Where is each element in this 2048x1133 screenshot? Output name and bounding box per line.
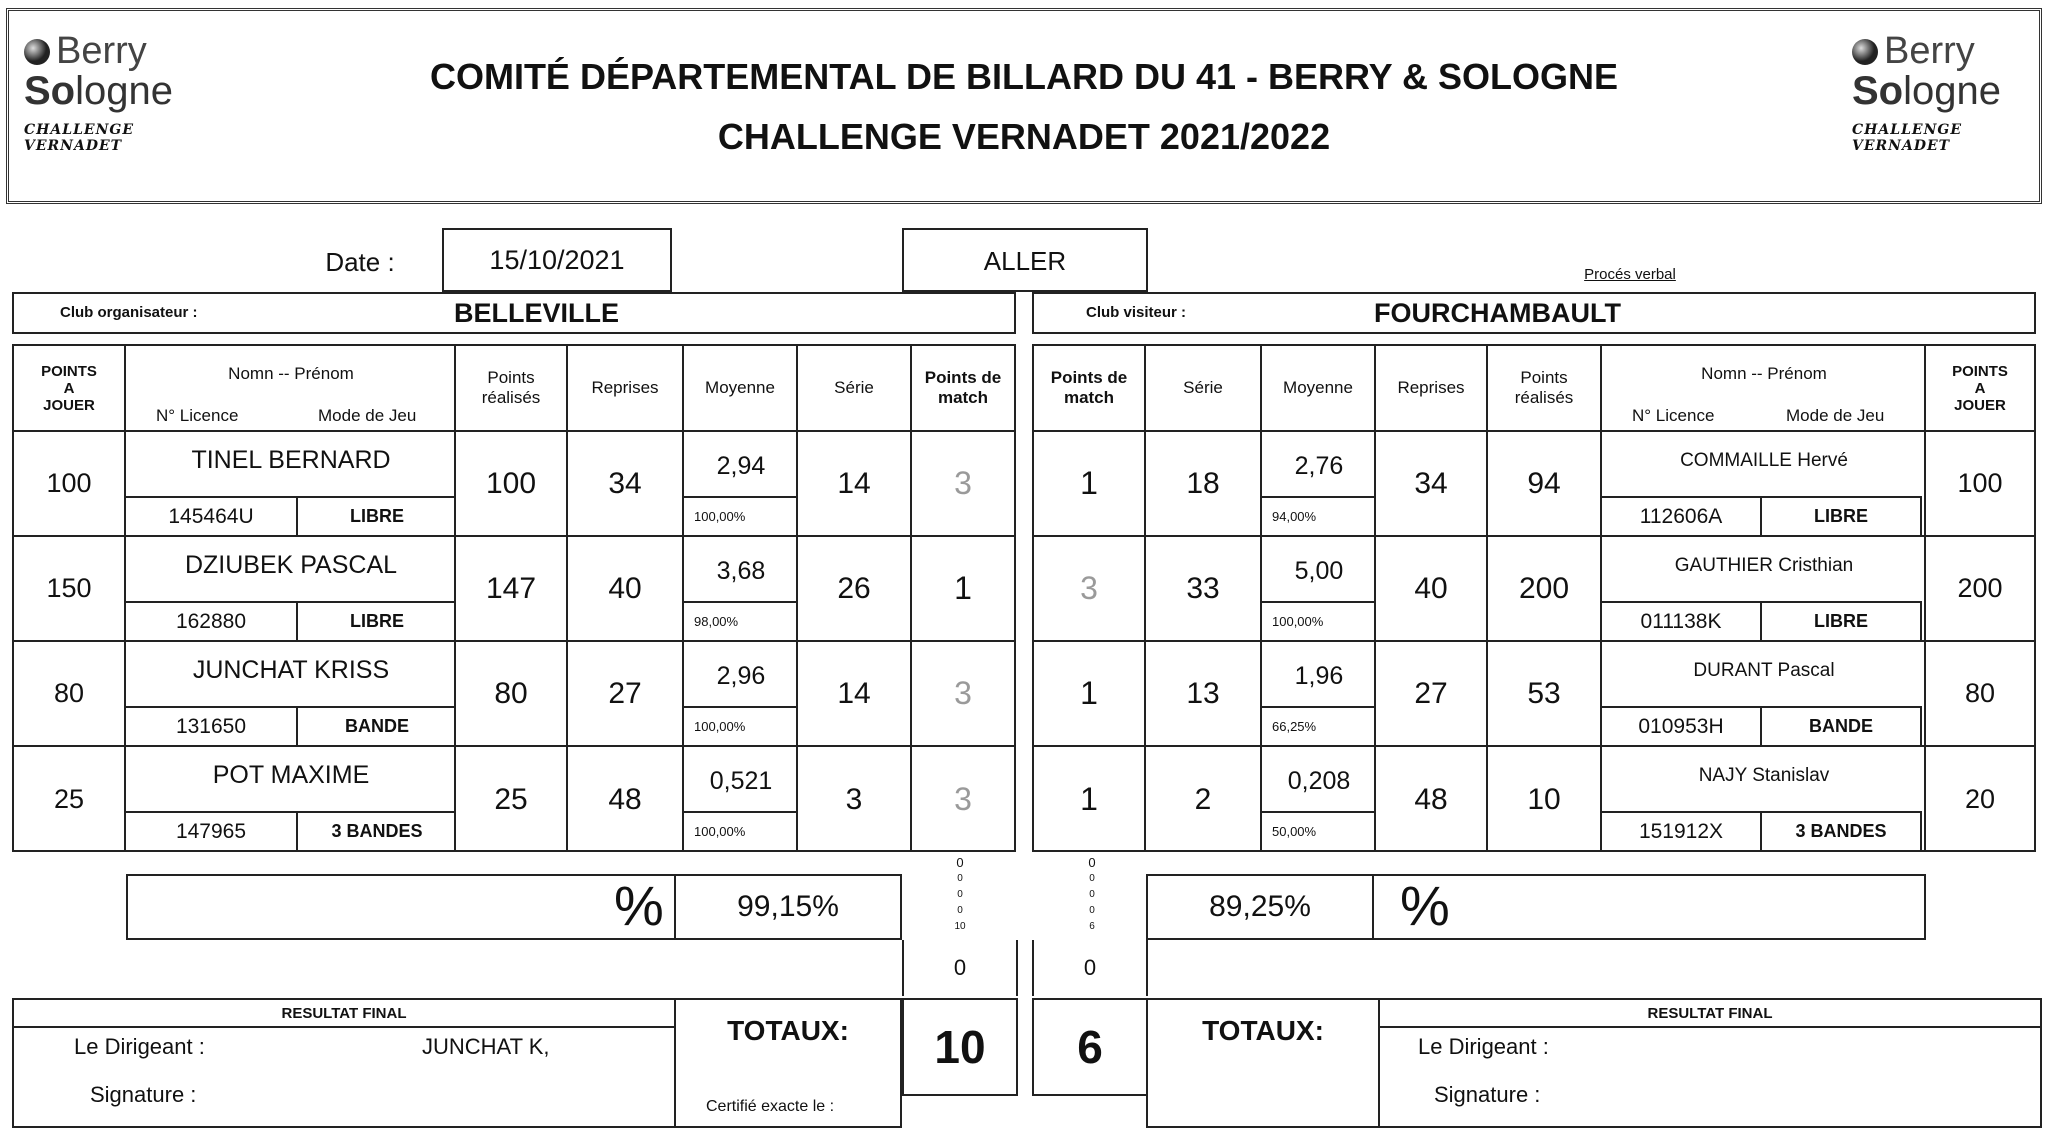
away-zero-box: 0 — [1032, 940, 1148, 996]
points-a-jouer-word: POINTS — [1952, 362, 2008, 380]
moyenne-cell — [1262, 642, 1376, 747]
col-header-points-match — [1034, 346, 1146, 432]
col-header-points-realises — [456, 346, 568, 432]
col-header-points-match — [912, 346, 1014, 432]
away-small-scores — [1072, 854, 1112, 934]
serie-cell: 18 — [1146, 432, 1262, 537]
moyenne-pct: 100,00% — [684, 496, 798, 535]
date-value: 15/10/2021 — [442, 228, 672, 292]
player-mode: BANDE — [298, 706, 456, 745]
moyenne-value: 0,208 — [1287, 766, 1351, 795]
points-realises-cell: 53 — [1488, 642, 1602, 747]
points-a-jouer-word: A — [1974, 379, 1986, 397]
points-a-jouer-cell: 80 — [1926, 642, 2034, 747]
serie-cell: 26 — [798, 537, 912, 642]
points-realises-cell: 100 — [456, 432, 568, 537]
player-mode: 3 BANDES — [298, 811, 456, 850]
points-match-cell: 1 — [1034, 747, 1146, 852]
logo-left — [24, 30, 204, 195]
billiard-ball-icon — [1852, 39, 1878, 65]
player-name: POT MAXIME — [212, 761, 370, 789]
player-name: DURANT Pascal — [1693, 660, 1835, 681]
points-realises-cell: 80 — [456, 642, 568, 747]
col-header-moyenne: Moyenne — [1262, 346, 1376, 432]
serie-cell: 2 — [1146, 747, 1262, 852]
away-footer — [1378, 998, 2042, 1128]
reprises-cell: 48 — [1376, 747, 1488, 852]
date-label: Date : — [325, 246, 395, 277]
certifie-label: Certifié exacte le : — [706, 1098, 835, 1115]
serie-cell: 14 — [798, 642, 912, 747]
points-realises-cell: 200 — [1488, 537, 1602, 642]
licence-label: N° Licence — [1632, 406, 1715, 425]
moyenne-pct: 94,00% — [1262, 496, 1376, 535]
player-mode: 3 BANDES — [1762, 811, 1922, 850]
player-licence: 151912X — [1602, 811, 1762, 850]
moyenne-value: 2,94 — [716, 451, 766, 480]
points-realises-word: Points — [487, 368, 535, 387]
billiard-ball-icon — [24, 39, 50, 65]
col-header-reprises: Reprises — [568, 346, 684, 432]
small-score: 0 — [957, 888, 963, 900]
col-header-serie: Série — [1146, 346, 1262, 432]
player-mode: BANDE — [1762, 706, 1922, 745]
player-licence: 112606A — [1602, 496, 1762, 535]
points-a-jouer-cell: 100 — [1926, 432, 2034, 537]
points-realises-cell: 94 — [1488, 432, 1602, 537]
points-realises-word: réalisés — [481, 388, 541, 407]
player-mode: LIBRE — [1762, 496, 1922, 535]
points-match-cell: 1 — [912, 537, 1014, 642]
home-totaux-box — [674, 998, 902, 1128]
col-header-points-realises — [1488, 346, 1602, 432]
reprises-cell: 27 — [1376, 642, 1488, 747]
points-match-word: match — [937, 388, 989, 407]
points-a-jouer-word: JOUER — [43, 396, 95, 414]
player-cell — [126, 642, 456, 747]
moyenne-pct: 98,00% — [684, 601, 798, 640]
player-cell — [1602, 432, 1926, 537]
logo-sub-line1: CHALLENGE — [1852, 122, 1963, 138]
points-match-cell: 1 — [1034, 642, 1146, 747]
player-mode: LIBRE — [298, 496, 456, 535]
points-a-jouer-word: JOUER — [1954, 396, 2006, 414]
home-totaux-label: TOTAUX: — [727, 1015, 849, 1046]
moyenne-cell — [1262, 747, 1376, 852]
proces-verbal: Procés verbal — [1584, 265, 1676, 283]
col-header-points-a-jouer — [1926, 346, 2034, 432]
away-club-label: Club visiteur : — [1086, 304, 1187, 321]
points-a-jouer-word: A — [63, 379, 75, 397]
points-a-jouer-cell: 200 — [1926, 537, 2034, 642]
serie-cell: 3 — [798, 747, 912, 852]
moyenne-cell — [1262, 537, 1376, 642]
small-score: 0 — [956, 854, 964, 870]
page-title-line1: COMITÉ DÉPARTEMENTAL DE BILLARD DU 41 - BERRY & SOLOGNE — [429, 56, 1619, 97]
points-match-word: Points de — [1050, 368, 1128, 387]
logo-sub-line2: VERNADET — [1852, 138, 1951, 154]
small-score: 0 — [957, 904, 963, 916]
col-header-reprises: Reprises — [1376, 346, 1488, 432]
moyenne-pct: 100,00% — [1262, 601, 1376, 640]
mode-label: Mode de Jeu — [318, 406, 417, 425]
page-title-line2: CHALLENGE VERNADET 2021/2022 — [717, 116, 1331, 157]
away-total: 6 — [1032, 998, 1148, 1096]
away-totaux-box — [1146, 998, 1380, 1128]
points-match-cell: 1 — [1034, 432, 1146, 537]
player-licence: 010953H — [1602, 706, 1762, 745]
licence-label: N° Licence — [156, 406, 239, 425]
logo-so: So — [1852, 69, 1904, 113]
home-dirigeant-name: JUNCHAT K, — [422, 1034, 550, 1059]
small-score: 0 — [1089, 888, 1095, 900]
player-name: NAJY Stanislav — [1698, 765, 1830, 786]
points-realises-cell: 10 — [1488, 747, 1602, 852]
points-a-jouer-cell: 100 — [14, 432, 126, 537]
player-licence: 145464U — [126, 496, 298, 535]
logo-berry-text: Berry — [56, 30, 147, 72]
serie-cell: 14 — [798, 432, 912, 537]
home-resultat-final: RESULTAT FINAL — [14, 1000, 674, 1028]
points-match-cell: 3 — [912, 642, 1014, 747]
header-frame — [6, 8, 2042, 204]
home-total: 10 — [902, 998, 1018, 1096]
moyenne-value: 2,96 — [716, 661, 766, 690]
points-a-jouer-cell: 20 — [1964, 784, 1996, 814]
points-match-cell: 3 — [954, 781, 972, 817]
logo-sub-line2: VERNADET — [24, 138, 123, 154]
small-score: 6 — [1089, 920, 1095, 932]
home-table — [12, 344, 1016, 852]
moyenne-cell — [684, 747, 798, 852]
logo-sub-line1: CHALLENGE — [24, 122, 135, 138]
col-header-nom — [126, 346, 456, 432]
player-cell — [1602, 642, 1926, 747]
away-dirigeant-label: Le Dirigeant : — [1418, 1034, 1549, 1059]
moyenne-cell — [1262, 432, 1376, 537]
logo-logne: logne — [1903, 69, 2001, 113]
home-pct-symbol: % — [614, 874, 664, 937]
points-match-word: Points de — [924, 368, 1002, 387]
player-licence: 147965 — [126, 811, 298, 850]
player-name: GAUTHIER Cristhian — [1674, 555, 1854, 576]
reprises-cell: 34 — [1376, 432, 1488, 537]
home-club-bar — [12, 292, 1016, 334]
moyenne-pct: 100,00% — [684, 811, 798, 850]
small-score: 0 — [1089, 872, 1095, 884]
away-club-bar — [1032, 292, 2036, 334]
points-a-jouer-cell: 80 — [14, 642, 126, 747]
player-cell — [1602, 537, 1926, 642]
reprises-cell: 34 — [568, 432, 684, 537]
moyenne-pct: 100,00% — [684, 706, 798, 745]
moyenne-value: 2,76 — [1294, 451, 1344, 480]
points-a-jouer-word: POINTS — [41, 362, 97, 380]
away-club-name: FOURCHAMBAULT — [1374, 298, 1621, 328]
moyenne-cell — [684, 432, 798, 537]
serie-cell: 33 — [1146, 537, 1262, 642]
mode-label: Mode de Jeu — [1786, 406, 1885, 425]
points-match-cell: 3 — [912, 432, 1014, 537]
logo-right — [1852, 30, 2032, 195]
leg-box: ALLER — [902, 228, 1148, 292]
points-match-word: match — [1063, 388, 1115, 407]
small-score: 0 — [1089, 904, 1095, 916]
home-footer — [12, 998, 676, 1128]
player-name: JUNCHAT KRISS — [192, 656, 390, 684]
reprises-cell: 40 — [568, 537, 684, 642]
reprises-cell: 27 — [568, 642, 684, 747]
moyenne-cell — [684, 537, 798, 642]
nom-prenom-label: Nomn -- Prénom — [228, 364, 354, 383]
points-realises-word: Points — [1520, 368, 1568, 387]
points-realises-cell: 25 — [456, 747, 568, 852]
points-a-jouer-cell: 150 — [14, 537, 126, 642]
player-licence: 011138K — [1602, 601, 1762, 640]
player-licence: 131650 — [126, 706, 298, 745]
away-resultat-final: RESULTAT FINAL — [1380, 1000, 2040, 1028]
reprises-cell: 48 — [568, 747, 684, 852]
nom-prenom-label: Nomn -- Prénom — [1701, 364, 1827, 383]
col-header-serie: Série — [798, 346, 912, 432]
away-signature-label: Signature : — [1434, 1082, 1541, 1107]
moyenne-value: 0,521 — [709, 766, 773, 795]
moyenne-cell — [684, 642, 798, 747]
player-licence: 162880 — [126, 601, 298, 640]
player-cell — [126, 432, 456, 537]
small-score: 0 — [1088, 854, 1096, 870]
small-score: 0 — [957, 872, 963, 884]
logo-berry-text: Berry — [1884, 30, 1975, 72]
player-mode: LIBRE — [1762, 601, 1922, 640]
home-signature-label: Signature : — [90, 1082, 197, 1107]
home-small-scores — [940, 854, 980, 934]
away-pct-symbol: % — [1400, 874, 1450, 937]
player-name: TINEL BERNARD — [191, 446, 391, 474]
home-pct-value: 99,15% — [674, 876, 900, 938]
points-match-cell: 3 — [1034, 537, 1146, 642]
away-totaux-label: TOTAUX: — [1202, 1015, 1324, 1046]
col-header-points-a-jouer — [14, 346, 126, 432]
home-zero-box: 0 — [902, 940, 1018, 996]
points-realises-word: réalisés — [1514, 388, 1574, 407]
col-header-moyenne: Moyenne — [684, 346, 798, 432]
moyenne-value: 3,68 — [716, 556, 766, 585]
player-mode: LIBRE — [298, 601, 456, 640]
points-realises-cell: 147 — [456, 537, 568, 642]
serie-cell: 13 — [1146, 642, 1262, 747]
player-name: DZIUBEK PASCAL — [184, 551, 398, 579]
moyenne-pct: 50,00% — [1262, 811, 1376, 850]
home-dirigeant-label: Le Dirigeant : — [74, 1034, 205, 1059]
moyenne-value: 1,96 — [1294, 661, 1344, 690]
logo-so: So — [24, 69, 76, 113]
reprises-cell: 40 — [1376, 537, 1488, 642]
logo-logne: logne — [75, 69, 173, 113]
moyenne-pct: 66,25% — [1262, 706, 1376, 745]
player-cell — [126, 537, 456, 642]
points-a-jouer-cell: 25 — [14, 747, 126, 852]
home-club-name: BELLEVILLE — [454, 298, 620, 328]
player-name: COMMAILLE Hervé — [1680, 450, 1848, 471]
away-pct-value: 89,25% — [1148, 876, 1374, 938]
col-header-nom — [1602, 346, 1926, 432]
moyenne-value: 5,00 — [1294, 556, 1344, 585]
home-club-label: Club organisateur : — [60, 304, 198, 321]
player-cell — [1602, 747, 1926, 852]
player-cell — [126, 747, 456, 852]
away-table — [1032, 344, 2036, 852]
small-score: 10 — [954, 920, 966, 932]
